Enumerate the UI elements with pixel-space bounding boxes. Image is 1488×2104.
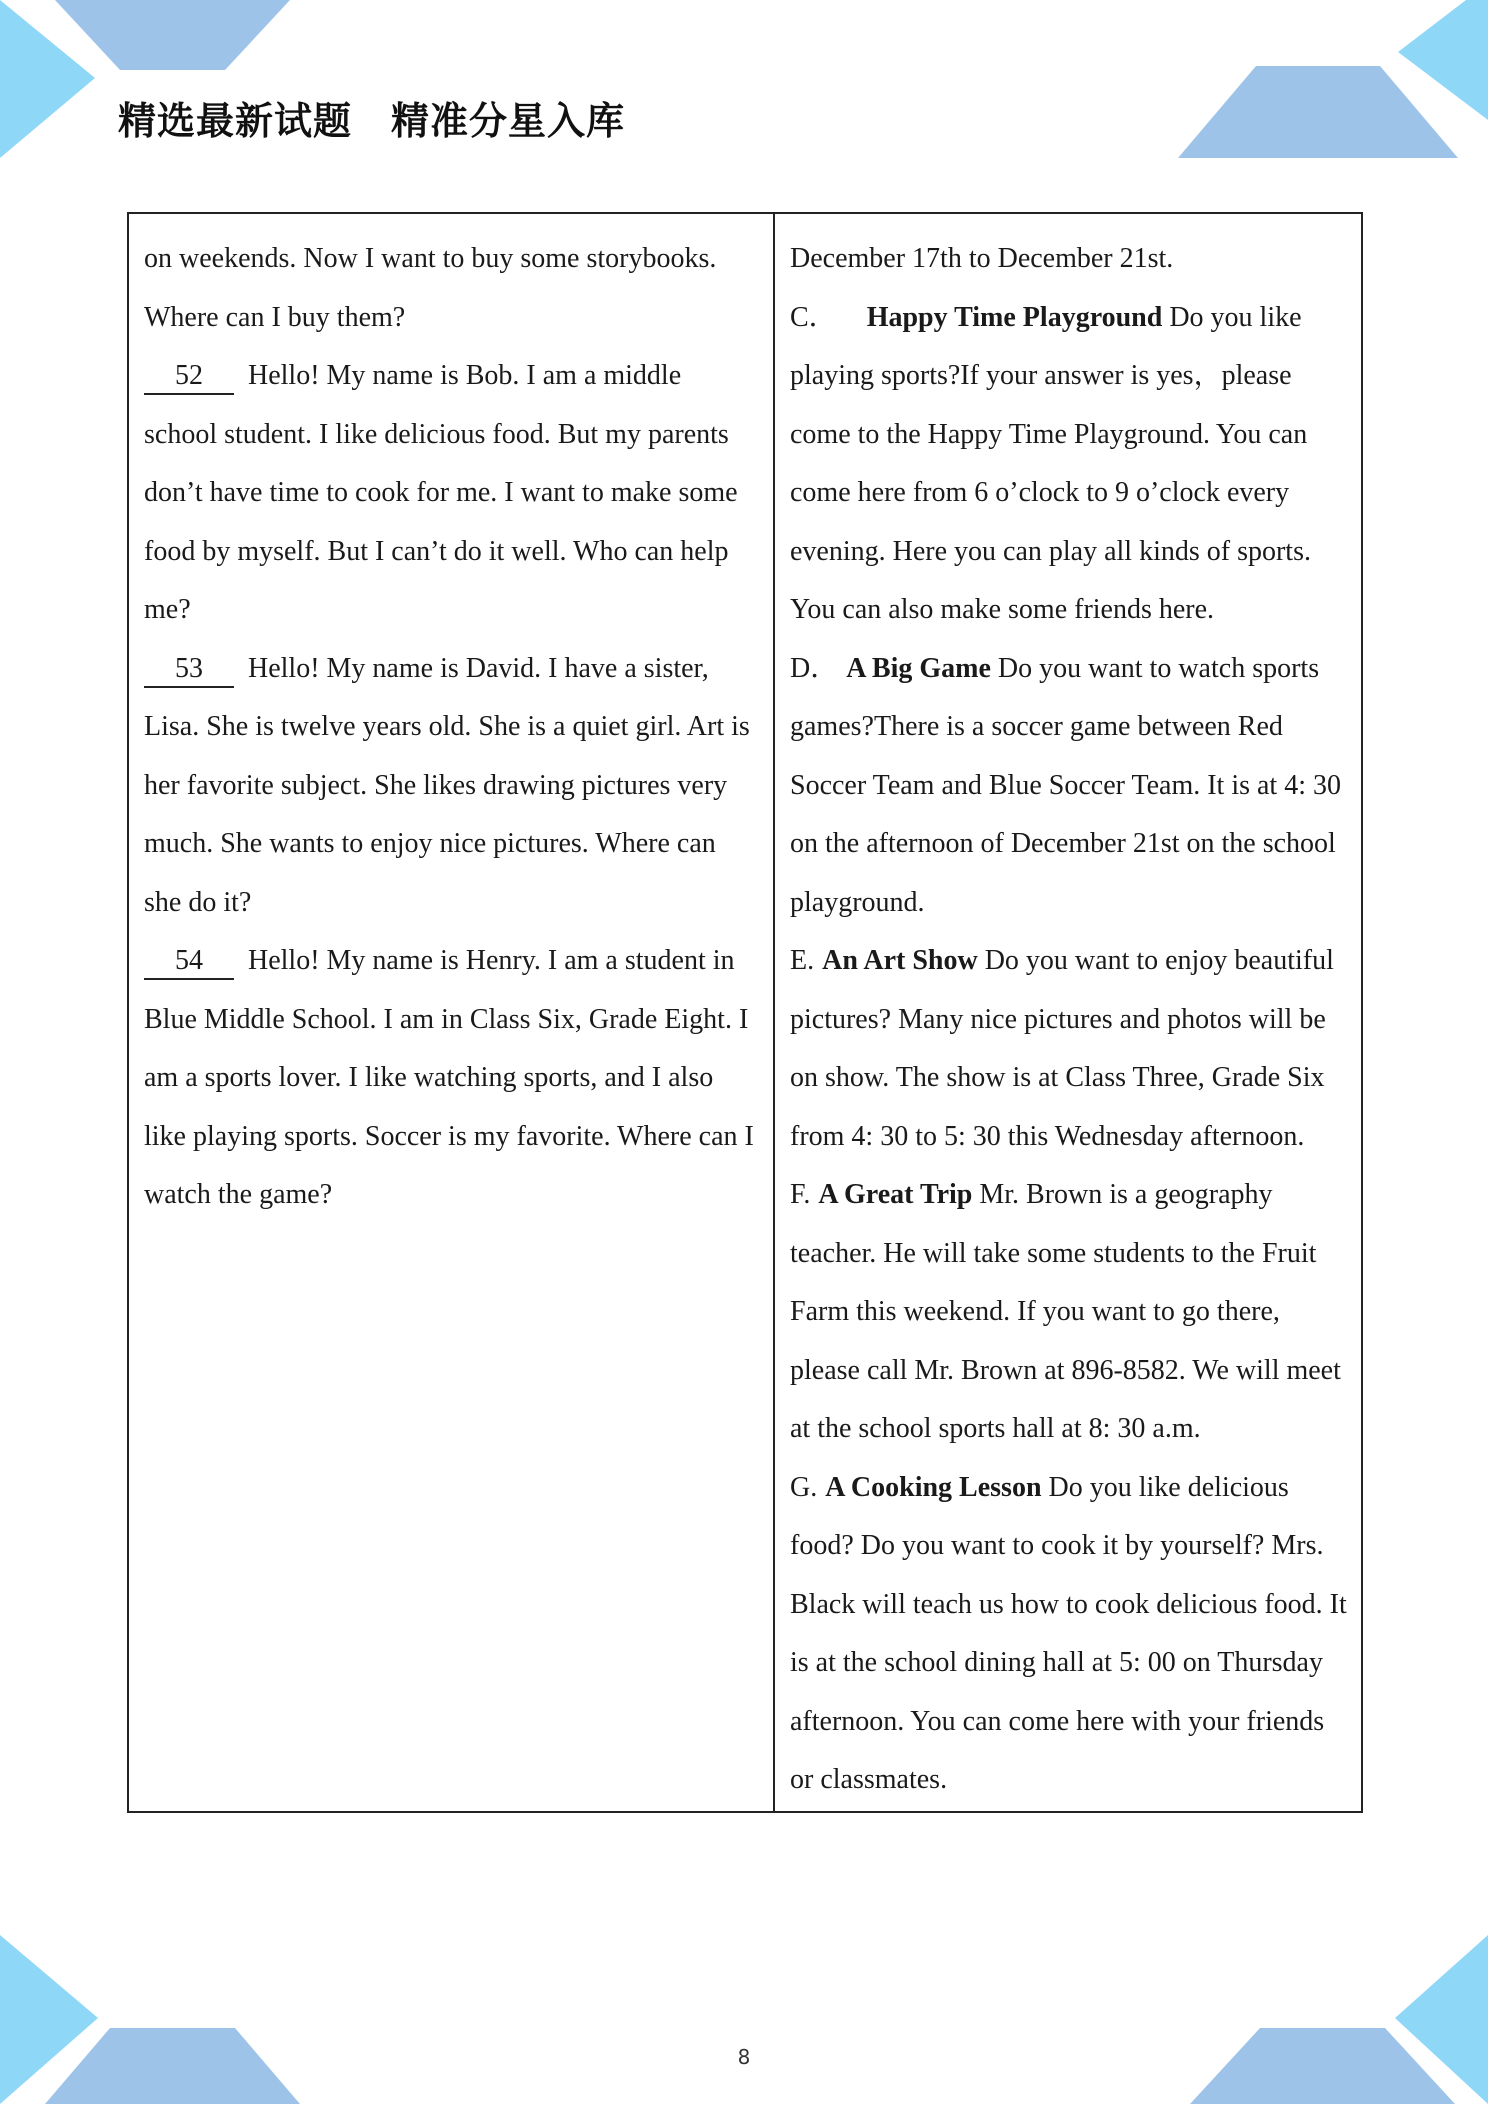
answer-blank[interactable]: 52 <box>144 359 234 395</box>
option-text: Mr. Brown is a geography teacher. He will take some students to the Fruit Farm this weekend. If you want to go there, please call Mr. Brown at 896-8582. We will meet at the school sports hall at 8: 30 a.m. <box>790 1179 1341 1444</box>
page-header-title: 精选最新试题 精准分星入库 <box>118 99 626 143</box>
question-item <box>144 347 759 640</box>
question-item <box>144 932 759 1225</box>
answer-blank[interactable]: 54 <box>144 944 234 980</box>
page-number: 8 <box>737 2045 751 2069</box>
option-item <box>790 1459 1347 1810</box>
question-item <box>144 640 759 933</box>
option-title: An Art Show <box>822 945 978 976</box>
option-title: A Great Trip <box>818 1179 973 1210</box>
option-text: Do you like delicious food? Do you want to cook it by yourself? Mrs. Black will teach us how to cook delicious food. It is at the school dining hall at 5: 00 on Thursday afternoon. You can come here with your friends or classmates. <box>790 1471 1347 1795</box>
option-item <box>790 640 1347 933</box>
question-text: Hello! My name is Henry. I am a student in Blue Middle School. I am in Class Six, Grade Eight. I am a sports lover. I like watching sports, and I also like playing sports. Soccer is my favorite. Where can I watch the game? <box>144 945 754 1210</box>
reading-matching-table <box>127 212 1363 1813</box>
option-letter: D． <box>790 652 839 684</box>
option-letter: E. <box>790 945 815 976</box>
option-text: Do you want to enjoy beautiful pictures? Many nice pictures and photos will be on show. The show is at Class Three, Grade Six from 4: 30 to 5: 30 this Wednesday afternoon. <box>790 945 1334 1152</box>
option-letter: G. <box>790 1471 818 1503</box>
corner-trapezoid-top-right <box>1178 66 1458 158</box>
option-item <box>790 289 1347 640</box>
corner-triangle-top-right <box>1398 0 1488 120</box>
option-text: Do you like playing sports?If your answer is yes，please come to the Happy Time Playground. You can come here from 6 o’clock to 9 o’clock every evening. Here you can play all kinds of sports. You can also make some friends here. <box>790 301 1311 625</box>
option-item <box>790 932 1347 1166</box>
option-title: Happy Time Playground <box>866 301 1163 333</box>
corner-trapezoid-top-left <box>55 0 290 70</box>
option-text: Do you want to watch sports games?There is a soccer game between Red Soccer Team and Blue Soccer Team. It is at 4: 30 on the afternoon of December 21st on the school playground. <box>790 652 1341 918</box>
option-letter: F. <box>790 1179 811 1210</box>
continuation-text: on weekends. Now I want to buy some storybooks. Where can I buy them? <box>144 243 717 333</box>
right-column-options <box>774 213 1362 1812</box>
option-continuation: December 17th to December 21st. <box>790 243 1174 274</box>
option-title: A Big Game <box>846 652 991 684</box>
option-title: A Cooking Lesson <box>825 1471 1042 1503</box>
left-column-questions <box>128 213 774 1812</box>
answer-blank[interactable]: 53 <box>144 652 234 688</box>
question-text: Hello! My name is Bob. I am a middle school student. I like delicious food. But my parents don’t have time to cook for me. I want to make some food by myself. But I can’t do it well. Who can help me? <box>144 360 738 625</box>
option-letter: C． <box>790 301 837 333</box>
option-item <box>790 1166 1347 1459</box>
question-text: Hello! My name is David. I have a sister, Lisa. She is twelve years old. She is a quiet girl. Art is her favorite subject. She likes drawing pictures very much. She wants to enjoy nice pictures. Where can she do it? <box>144 652 750 918</box>
